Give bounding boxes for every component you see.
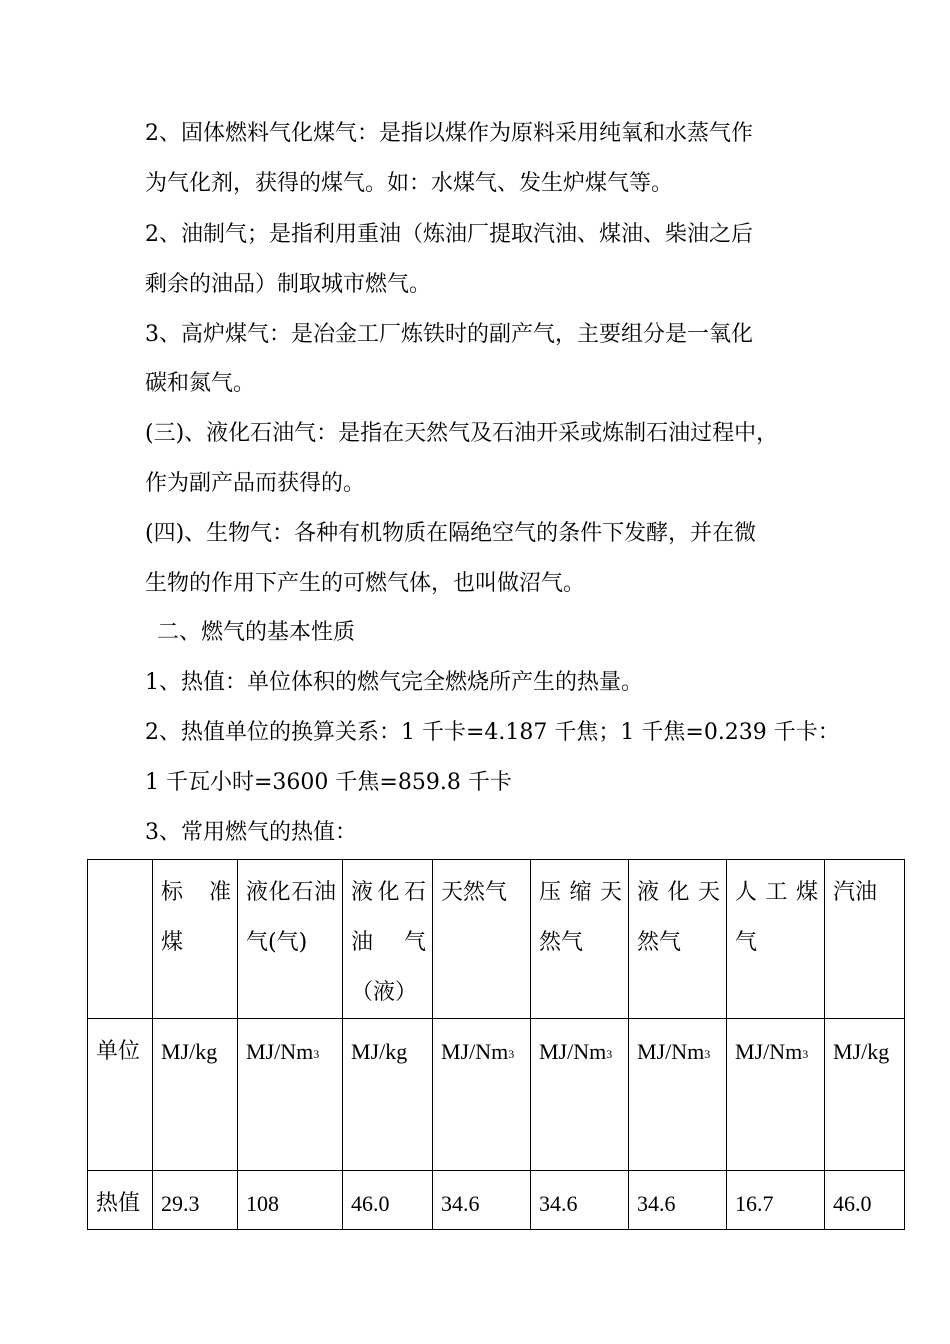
- paragraph-line: 剩余的油品）制取城市燃气。: [145, 272, 432, 297]
- header-cell: 液化石油气(气): [238, 860, 343, 1019]
- unit-cell: MJ/kg: [343, 1019, 433, 1171]
- header-cell: 液化天然气: [629, 860, 727, 1019]
- paragraph-line: (四)、生物气：各种有机物质在隔绝空气的条件下发酵，并在微: [145, 521, 757, 546]
- section-heading: 二、燃气的基本性质: [157, 620, 356, 645]
- value-cell: 46.0: [825, 1171, 905, 1230]
- header-cell: 液化石油 气（液）: [343, 860, 433, 1019]
- paragraph-line: 生物的作用下产生的可燃气体，也叫做沼气。: [145, 571, 586, 596]
- value-cell: 34.6: [629, 1171, 727, 1230]
- paragraph-line: 3、常用燃气的热值：: [145, 820, 357, 845]
- value-cell: 34.6: [433, 1171, 531, 1230]
- value-cell: 16.7: [727, 1171, 825, 1230]
- unit-cell: MJ/Nm$^3$: [727, 1019, 825, 1171]
- table-row: [88, 1019, 905, 1171]
- header-cell: 压缩天然气: [531, 860, 629, 1019]
- paragraph-line: 作为副产品而获得的。: [145, 471, 366, 496]
- header-cell: 汽油: [825, 860, 905, 1019]
- paragraph-line: 2、固体燃料气化煤气：是指以煤作为原料采用纯氧和水蒸气作: [145, 121, 753, 146]
- unit-cell: MJ/kg: [153, 1019, 238, 1171]
- heating-value-table: [87, 859, 905, 1230]
- row-label: 单位: [88, 1019, 153, 1171]
- paragraph-line: 2、油制气；是指利用重油（炼油厂提取汽油、煤油、柴油之后: [145, 222, 753, 247]
- paragraph-line: 1 千瓦小时=3600 千焦=859.8 千卡: [145, 770, 512, 795]
- table-row: [88, 1171, 905, 1230]
- unit-cell: MJ/kg: [825, 1019, 905, 1171]
- paragraph-line: 3、高炉煤气：是冶金工厂炼铁时的副产气，主要组分是一氧化: [145, 322, 753, 347]
- header-cell: 人工煤气: [727, 860, 825, 1019]
- unit-cell: MJ/Nm$^3$: [531, 1019, 629, 1171]
- paragraph-line: 为气化剂，获得的煤气。如：水煤气、发生炉煤气等。: [145, 171, 674, 196]
- paragraph-line: 2、热值单位的换算关系：1 千卡=4.187 千焦；1 千焦=0.239 千卡：: [145, 720, 840, 745]
- paragraph-line: 碳和氮气。: [145, 371, 256, 396]
- row-label: 热值: [88, 1171, 153, 1230]
- paragraph-line: 1、热值：单位体积的燃气完全燃烧所产生的热量。: [145, 670, 643, 695]
- table-corner-cell: [88, 860, 153, 1019]
- paragraph-line: (三)、液化石油气：是指在天然气及石油开采或炼制石油过程中，: [145, 421, 779, 446]
- value-cell: 34.6: [531, 1171, 629, 1230]
- header-cell: 天然气: [433, 860, 531, 1019]
- unit-cell: MJ/Nm$^3$: [629, 1019, 727, 1171]
- table-header-row: [88, 860, 905, 1019]
- value-cell: 108: [238, 1171, 343, 1230]
- unit-cell: MJ/Nm$^3$: [238, 1019, 343, 1171]
- header-cell: 标 准煤: [153, 860, 238, 1019]
- value-cell: 29.3: [153, 1171, 238, 1230]
- unit-cell: MJ/Nm$^3$: [433, 1019, 531, 1171]
- value-cell: 46.0: [343, 1171, 433, 1230]
